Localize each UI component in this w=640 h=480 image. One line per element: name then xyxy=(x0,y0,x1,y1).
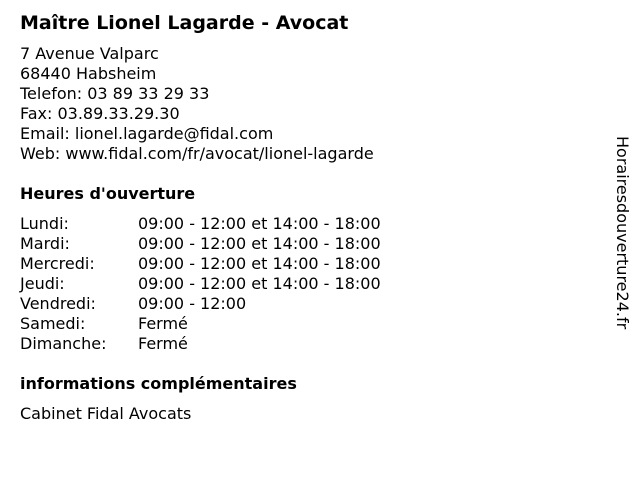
hours-row-monday xyxy=(20,214,440,234)
opening-hours-list xyxy=(20,214,440,354)
opening-hours-heading: Heures d'ouverture xyxy=(20,184,196,203)
website-link: Web: www.fidal.com/fr/avocat/lionel-lagarde xyxy=(20,144,374,163)
hours-row-friday xyxy=(20,294,440,314)
hours-row-tuesday xyxy=(20,234,440,254)
hours-value: 09:00 - 12:00 xyxy=(138,294,247,313)
hours-value: 09:00 - 12:00 et 14:00 - 18:00 xyxy=(138,234,381,253)
email-address: Email: lionel.lagarde@fidal.com xyxy=(20,124,274,143)
hours-row-saturday xyxy=(20,314,440,334)
additional-info-text: Cabinet Fidal Avocats xyxy=(20,404,192,423)
contact-info xyxy=(20,44,374,164)
hours-value: 09:00 - 12:00 et 14:00 - 18:00 xyxy=(138,254,381,273)
day-label: Samedi: xyxy=(20,314,86,333)
hours-row-sunday xyxy=(20,334,440,354)
day-label: Mercredi: xyxy=(20,254,95,273)
watermark xyxy=(612,136,632,376)
additional-info-heading: informations complémentaires xyxy=(20,374,297,393)
hours-value: 09:00 - 12:00 et 14:00 - 18:00 xyxy=(138,214,381,233)
day-label: Vendredi: xyxy=(20,294,96,313)
day-label: Dimanche: xyxy=(20,334,107,353)
fax-number: Fax: 03.89.33.29.30 xyxy=(20,104,180,123)
hours-value: 09:00 - 12:00 et 14:00 - 18:00 xyxy=(138,274,381,293)
hours-value: Fermé xyxy=(138,314,188,333)
hours-row-wednesday xyxy=(20,254,440,274)
address-street: 7 Avenue Valparc xyxy=(20,44,159,63)
day-label: Mardi: xyxy=(20,234,70,253)
page-title: Maître Lionel Lagarde - Avocat xyxy=(20,12,349,34)
watermark-text: Horairesdouverture24.fr xyxy=(613,136,632,330)
day-label: Lundi: xyxy=(20,214,69,233)
address-city: 68440 Habsheim xyxy=(20,64,157,83)
day-label: Jeudi: xyxy=(20,274,65,293)
hours-value: Fermé xyxy=(138,334,188,353)
phone-number: Telefon: 03 89 33 29 33 xyxy=(20,84,210,103)
hours-row-thursday xyxy=(20,274,440,294)
